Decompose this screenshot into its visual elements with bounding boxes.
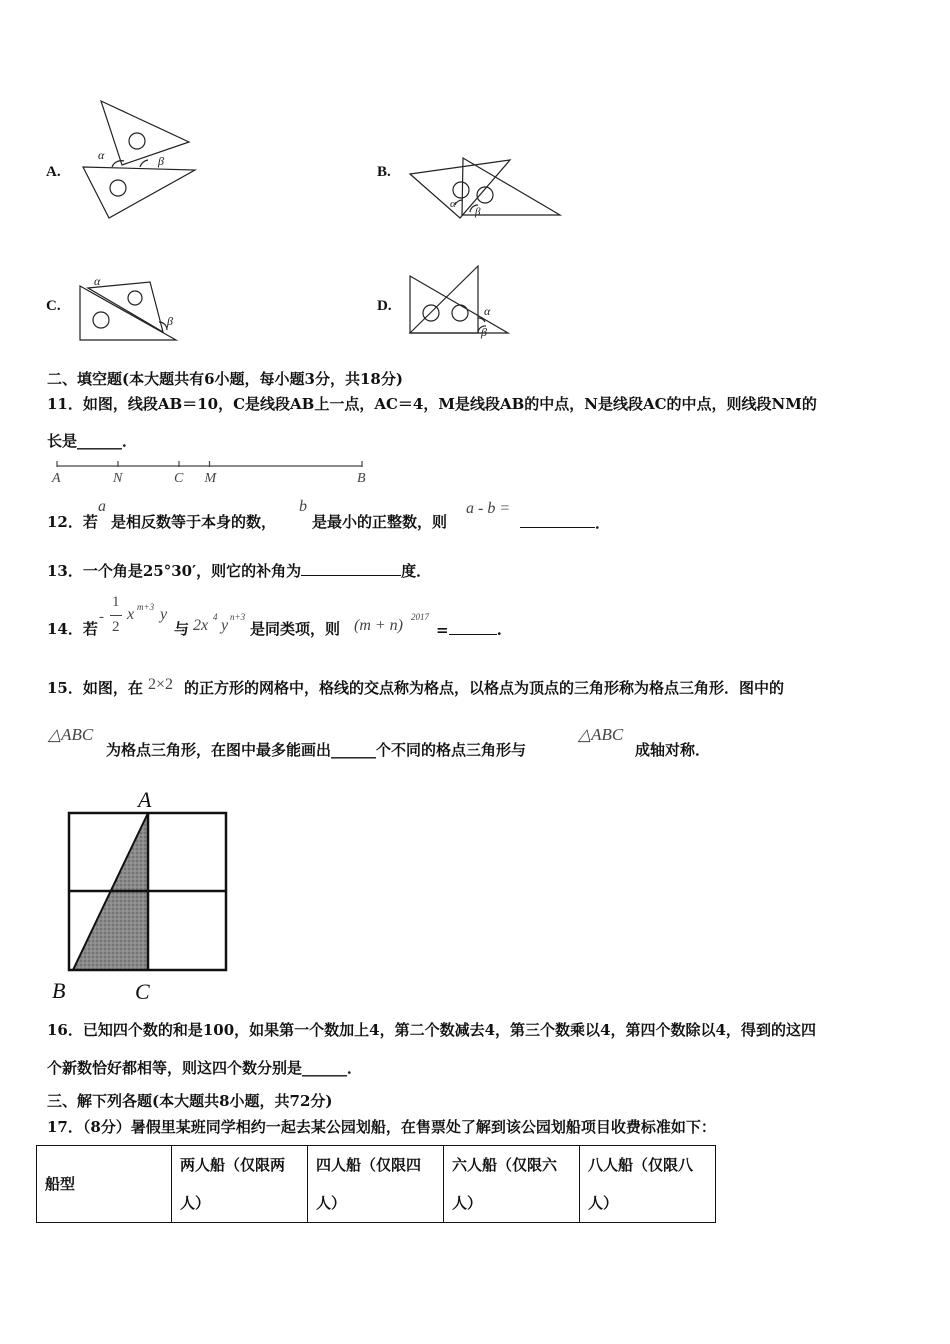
q14-prefix: 14．若 (47, 620, 98, 638)
q12-var-b: b (299, 498, 307, 515)
option-d-beta: β (481, 325, 487, 339)
section-3-title: 三、解下列各题(本大题共8小题，共72分) (47, 1092, 333, 1110)
option-c-label: C. (46, 298, 61, 314)
table-cell: 人） (444, 1184, 580, 1223)
q11-text-line2: 长是______． (47, 432, 138, 450)
q15-line2: 为格点三角形，在图中最多能画出______个不同的格点三角形与 (106, 741, 527, 759)
option-a-beta: β (158, 154, 164, 168)
q12-expression: a - b = (466, 500, 511, 517)
q14-exp-1: m+3 (137, 602, 155, 612)
table-cell: 八人船（仅限八 (580, 1146, 716, 1185)
q12-prefix: 12．若 (47, 513, 98, 531)
q16-text-line1: 16．已知四个数的和是100，如果第一个数加上4，第二个数减去4，第三个数乘以4，第四个数除以4，得到的这四 (47, 1021, 816, 1039)
q14-equals: = (436, 621, 449, 639)
table-cell: 四人船（仅限四 (308, 1146, 444, 1185)
q12-post: 是最小的正整数，则 (312, 513, 448, 531)
q15-vertex-b: B (52, 978, 66, 1003)
q14-var-y2: y (221, 617, 229, 634)
q13-text: 13．一个角是25°30′，则它的补角为 (47, 562, 302, 580)
segment-label-b: B (357, 471, 366, 486)
table-row (37, 1146, 716, 1185)
q12-middle: 是相反数等于本身的数， (111, 513, 277, 531)
option-c-beta: β (167, 314, 173, 328)
q12-var-a: a (98, 498, 106, 515)
segment-label-n: N (113, 471, 123, 486)
q14-var-x: x (127, 606, 135, 623)
q15-grid-size: 2×2 (148, 676, 174, 693)
segment-label-a: A (52, 471, 61, 486)
q14-exp-4: 2017 (411, 612, 429, 622)
q15-line1-prefix: 15．如图，在 (47, 679, 143, 697)
option-b-label: B. (377, 164, 391, 180)
q14-term2: 2x (193, 617, 209, 634)
q14-expression: (m + n) (354, 617, 404, 634)
table-cell: 两人船（仅限两 (172, 1146, 308, 1185)
option-a-label: A. (46, 164, 61, 180)
q15-vertex-a: A (138, 787, 152, 812)
table-cell: 人） (172, 1184, 308, 1223)
option-c-alpha: α (94, 274, 101, 288)
q14-frac-num: 1 (112, 594, 120, 610)
q14-frac-den: 2 (112, 619, 120, 635)
q17-fee-table (36, 1145, 716, 1223)
q15-line1-rest: 的正方形的网格中，格线的交点称为格点，以格点为顶点的三角形称为格点三角形．图中的 (184, 679, 785, 697)
q14-minus: - (99, 609, 104, 625)
q14-exp-3: n+3 (230, 612, 246, 622)
table-cell: 人） (308, 1184, 444, 1223)
q13-end: 度． (401, 562, 432, 580)
table-cell: 六人船（仅限六 (444, 1146, 580, 1185)
segment-label-m: M (204, 471, 217, 486)
q15-triangle-symbol-1: △ABC (48, 725, 94, 744)
option-d-label: D. (377, 298, 392, 314)
q15-vertex-c: C (135, 979, 150, 1004)
q14-exp-2: 4 (213, 612, 218, 622)
q14-middle: 是同类项，则 (250, 620, 341, 638)
q14-and: 与 (174, 620, 190, 638)
q15-line2-end: 成轴对称． (635, 741, 711, 759)
table-header-boat-type: 船型 (37, 1146, 172, 1223)
q14-end: . (496, 621, 502, 639)
q12-end: ． (595, 514, 611, 532)
section-2-title: 二、填空题(本大题共有6小题，每小题3分，共18分) (47, 370, 403, 388)
option-b-beta: β (475, 206, 481, 218)
table-cell: 人） (580, 1184, 716, 1223)
q14-var-y: y (160, 606, 168, 623)
q16-text-line2: 个新数恰好都相等，则这四个数分别是______． (47, 1059, 363, 1077)
option-a-alpha: α (98, 148, 105, 162)
segment-label-c: C (174, 471, 184, 486)
q15-triangle-symbol-2: △ABC (578, 725, 624, 744)
q11-text-line1: 11．如图，线段AB＝10，C是线段AB上一点，AC＝4，M是线段AB的中点，N是线段AC的中点，则线段NM的 (47, 395, 817, 413)
q17-text: 17．（8分）暑假里某班同学相约一起去某公园划船，在售票处了解到该公园划船项目收费标准如下： (47, 1118, 716, 1136)
option-b-alpha: α (450, 198, 456, 210)
option-d-alpha: α (484, 304, 491, 318)
